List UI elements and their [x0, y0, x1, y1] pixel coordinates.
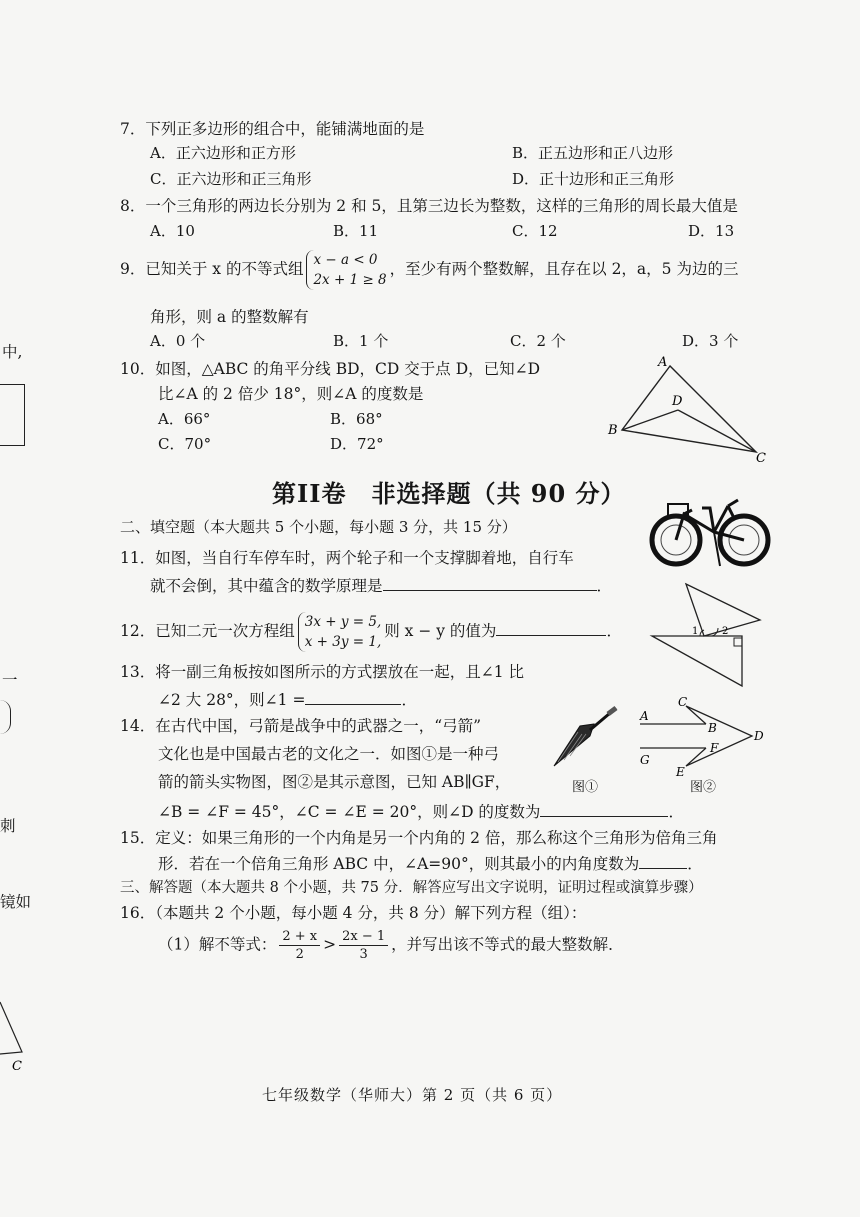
q10-line2: 比∠A 的 2 倍少 18°，则∠A 的度数是 [158, 385, 424, 403]
section2-title: 第II卷 非选择题（共 90 分） [272, 479, 626, 508]
margin-text: 中, [2, 343, 23, 361]
q7-stem: 7．下列正多边形的组合中，能铺满地面的是 [120, 120, 425, 138]
arrowhead-diagram-figure [630, 692, 770, 778]
margin-text: 一 [2, 671, 18, 689]
q10-option-b: B．68° [330, 410, 383, 428]
q13-line1: 13．将一副三角板按如图所示的方式摆放在一起，且∠1 比 [120, 663, 525, 681]
q14-line3: 箭的箭头实物图，图②是其示意图，已知 AB∥GF， [158, 773, 511, 791]
q14-line4: ∠B = ∠F = 45°，∠C = ∠E = 20°，则∠D 的度数为 ． [158, 803, 684, 821]
q9-inequality-system [306, 250, 386, 290]
q10-line1: 10．如图，△ABC 的角平分线 BD，CD 交于点 D，已知∠D [120, 360, 541, 378]
q14-label-g: G [640, 753, 650, 767]
q12-eq1: 3x + y = 5, [304, 614, 382, 630]
q9-option-c: C．2 个 [510, 332, 566, 350]
q10-triangle-figure [600, 350, 780, 468]
q16-frac2-numerator: 2x − 1 [339, 928, 388, 946]
page-footer: 七年级数学（华师大）第 2 页（共 6 页） [262, 1086, 563, 1104]
q12-line: 12．已知二元一次方程组 3x + y = 5, x + 3y = 1, 则 x − y 的值为 ． [120, 614, 622, 650]
q14-label-e: E [676, 765, 685, 778]
q16-sub1-prefix: （1）解不等式： [158, 935, 277, 954]
q12-suffix: 则 x − y 的值为 [384, 622, 497, 640]
q16-stem: 16．（本题共 2 个小题，每小题 4 分，共 8 分）解下列方程（组）： [120, 904, 587, 922]
q9-prefix: 9．已知关于 x 的不等式组 [120, 260, 304, 278]
q12-answer-blank [496, 621, 606, 636]
q9-line2: 角形，则 a 的整数解有 [150, 308, 309, 326]
q7-option-d: D．正十边形和正三角形 [512, 170, 675, 188]
part3-heading: 三、解答题（本大题共 8 个小题，共 75 分．解答应写出文字说明，证明过程或演算步骤） [120, 880, 703, 896]
q16-gt-sign: > [323, 935, 337, 954]
q10-option-a: A．66° [158, 410, 211, 428]
q9-suffix: ，至少有两个整数解，且存在以 2，a，5 为边的三 [389, 260, 739, 278]
q10-label-b: B [608, 423, 618, 438]
q12-eq2: x + 3y = 1, [304, 634, 382, 650]
q14-figure2-caption: 图② [690, 780, 717, 795]
margin-text: 刺 [0, 817, 16, 835]
q8-option-c: C．12 [512, 222, 558, 240]
q16-sub1 [158, 928, 624, 963]
q13-answer-blank [305, 690, 401, 705]
q9-ineq1: x − a < 0 [313, 252, 378, 268]
q14-label-a: A [640, 709, 649, 723]
q9-ineq2: 2x + 1 ≥ 8 [313, 272, 387, 288]
q11-text: 就不会倒，其中蕴含的数学原理是 [150, 577, 383, 595]
q14-line2: 文化也是中国最古老的文化之一．如图①是一种弓 [158, 745, 500, 763]
q13-text: ∠2 大 28°，则∠1 = [158, 691, 306, 709]
q16-sub1-suffix: ，并写出该不等式的最大整数解． [391, 935, 624, 954]
q14-label-f: F [710, 741, 719, 755]
q7-option-b: B．正五边形和正八边形 [512, 144, 674, 162]
q14-label-c: C [678, 695, 688, 709]
margin-label-c: C [12, 1059, 22, 1074]
q13-label-2: 2 [722, 626, 729, 637]
q16-frac2-denominator: 3 [359, 947, 368, 962]
q16-frac1-numerator: 2 + x [279, 928, 320, 946]
q15-line2: 形．若在一个倍角三角形 ABC 中，∠A=90°，则其最小的内角度数为 ． [158, 855, 703, 873]
q16-fraction-2 [339, 928, 388, 963]
q12-prefix: 12．已知二元一次方程组 [120, 622, 295, 640]
part2-heading: 二、填空题（本大题共 5 个小题，每小题 3 分，共 15 分） [120, 518, 517, 536]
q16-fraction-1 [279, 928, 320, 963]
q14-line1: 14．在古代中国，弓箭是战争中的武器之一，“弓箭” [120, 717, 482, 735]
q9-line1 [120, 250, 738, 290]
q14-answer-blank [540, 802, 668, 817]
margin-triangle [0, 1000, 30, 1075]
q9-option-b: B．1 个 [333, 332, 389, 350]
q11-answer-blank [383, 576, 597, 591]
q13-line2: ∠2 大 28°，则∠1 = ． [158, 691, 417, 709]
q14-label-d: D [754, 729, 764, 743]
q10-option-d: D．72° [330, 435, 384, 453]
margin-text: 镜如 [0, 893, 32, 911]
q13-label-1: 1 [692, 626, 699, 637]
q7-option-c: C．正六边形和正三角形 [150, 170, 312, 188]
q14-label-b: B [708, 721, 717, 735]
q10-option-c: C．70° [158, 435, 212, 453]
q8-stem: 8．一个三角形的两边长分别为 2 和 5，且第三边长为整数，这样的三角形的周长最大值是 [120, 197, 738, 215]
q8-option-d: D．13 [688, 222, 735, 240]
set-squares-figure [648, 582, 768, 694]
q12-equation-system [298, 612, 382, 652]
q15-line1: 15．定义：如果三角形的一个内角是另一个内角的 2 倍，那么称这个三角形为倍角三角 [120, 829, 718, 847]
q10-label-a: A [658, 355, 668, 370]
q16-frac1-denominator: 2 [295, 947, 304, 962]
q10-label-c: C [756, 451, 766, 466]
q9-option-d: D．3 个 [682, 332, 739, 350]
q14-text: ∠B = ∠F = 45°，∠C = ∠E = 20°，则∠D 的度数为 [158, 803, 541, 821]
q11-line2: 就不会倒，其中蕴含的数学原理是 ． [150, 577, 613, 595]
q8-option-a: A．10 [150, 222, 195, 240]
q7-option-a: A．正六边形和正方形 [150, 144, 296, 162]
margin-bracket [0, 700, 11, 734]
bicycle-figure [648, 482, 773, 570]
arrowhead-photo-figure [550, 700, 622, 772]
q15-text: 形．若在一个倍角三角形 ABC 中，∠A=90°，则其最小的内角度数为 [158, 855, 640, 873]
margin-box [0, 384, 25, 446]
q11-line1: 11．如图，当自行车停车时，两个轮子和一个支撑脚着地，自行车 [120, 549, 574, 567]
q9-option-a: A．0 个 [150, 332, 206, 350]
q10-label-d: D [672, 394, 683, 409]
q8-option-b: B．11 [333, 222, 379, 240]
q15-answer-blank [639, 854, 687, 869]
q14-figure1-caption: 图① [572, 780, 599, 795]
